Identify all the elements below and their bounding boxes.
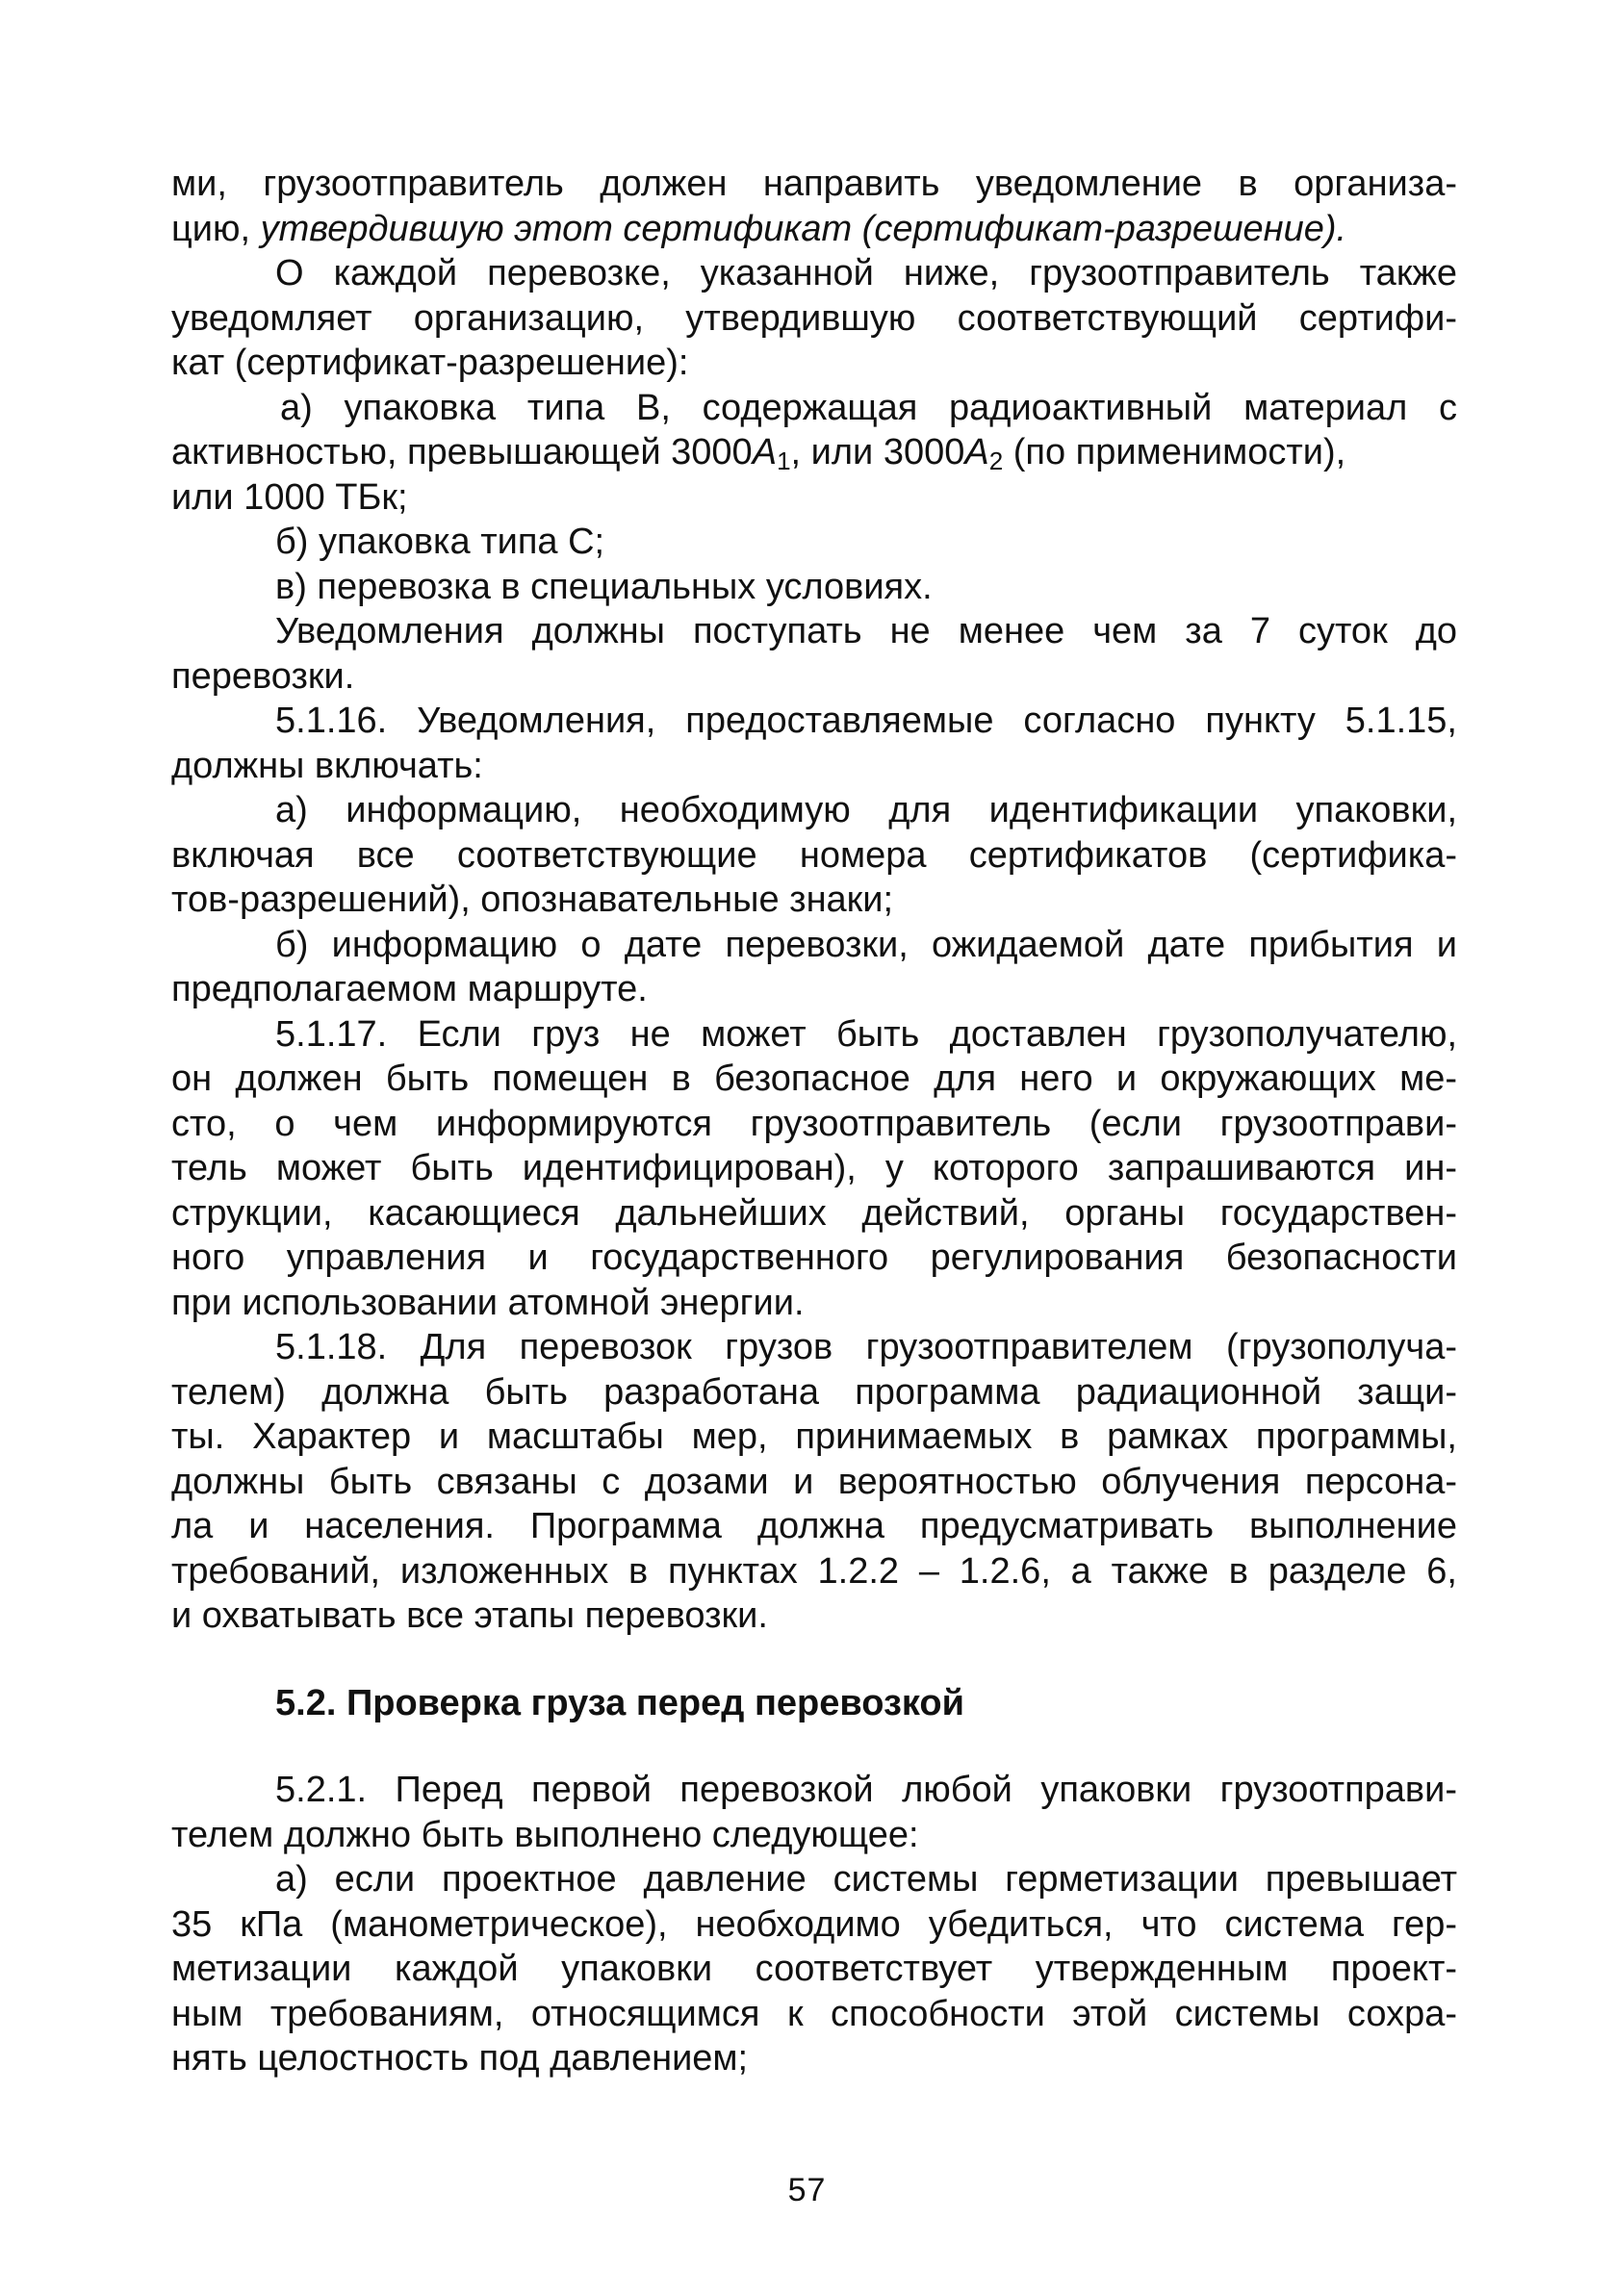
text-line: ла и населения. Программа должна предусматривать выполнение (171, 1506, 1457, 1546)
text-line: ты. Характер и масштабы мер, принимаемых в рамках программы, (171, 1416, 1457, 1457)
text-line: 5.1.18. Для перевозок грузов грузоотправителем (грузополуча- (275, 1327, 1457, 1367)
text-line: Уведомления должны поступать не менее чем за 7 суток до (275, 611, 1457, 651)
text-line: сто, о чем информируются грузоотправитель (если грузоотправи- (171, 1103, 1457, 1144)
text-line: телем) должна быть разработана программа радиационной защи- (171, 1371, 1457, 1413)
text-fragment: (по применимости), (1003, 432, 1346, 472)
text-line: или 1000 ТБк; (171, 476, 408, 518)
text-line: а) если проектное давление системы герметизации превышает (275, 1859, 1457, 1900)
text-line: О каждой перевозке, указанной ниже, грузоотправитель также (275, 253, 1457, 293)
formula-subscript: 2 (988, 446, 1004, 475)
document-page (171, 162, 1457, 2081)
text-line: должны включать: (171, 745, 483, 786)
text-line: нять целостность под давлением; (171, 2038, 749, 2079)
formula-symbol: A (752, 432, 778, 472)
text-line: уведомляет организацию, утвердившую соответствующий сертифи- (171, 297, 1457, 339)
text-line: ным требованиям, относящимся к способности этой системы сохра- (171, 1993, 1457, 2034)
formula-symbol: A (964, 432, 989, 472)
spacer (171, 1725, 1457, 1768)
text-line: а) упаковка типа В, содержащая радиоактивный материал с (280, 387, 1457, 428)
text-line: включая все соответствующие номера сертификатов (сертифика- (171, 834, 1457, 876)
text-line: 5.2.1. Перед первой перевозкой любой упаковки грузоотправи- (275, 1770, 1457, 1810)
text-line: метизации каждой упаковки соответствует утвержденным проект- (171, 1949, 1457, 1989)
section-heading: 5.2. Проверка груза перед перевозкой (275, 1682, 964, 1723)
text-line: предполагаемом маршруте. (171, 969, 648, 1009)
text-line (171, 430, 1457, 475)
text-fragment: активностью, превышающей 3000 (171, 432, 753, 472)
page-number: 57 (787, 2172, 827, 2208)
text-line: 5.1.17. Если груз не может быть доставлен грузополучателю, (275, 1013, 1457, 1055)
text-line: перевозки. (171, 655, 355, 697)
text-line: 35 кПа (манометрическое), необходимо убедиться, что система гер- (171, 1903, 1457, 1945)
text-line: он должен быть помещен в безопасное для него и окружающих ме- (171, 1059, 1457, 1099)
text-line: телем должно быть выполнено следующее: (171, 1814, 919, 1855)
text-line: кат (сертификат-разрешение): (171, 343, 689, 383)
text-line: тель может быть идентифицирован), у которого запрашиваются ин- (171, 1148, 1457, 1188)
text-fragment: , или 3000 (790, 432, 965, 472)
text-line: ного управления и государственного регулирования безопасности (171, 1237, 1457, 1278)
text-line: 5.1.16. Уведомления, предоставляемые согласно пункту 5.1.15, (275, 701, 1457, 741)
formula-subscript: 1 (777, 446, 791, 475)
text-line (171, 207, 1457, 252)
text-line: требований, изложенных в пунктах 1.2.2 – 1.2.6, а также в разделе 6, (171, 1550, 1457, 1592)
text-line: б) информацию о дате перевозки, ожидаемой дате прибытия и (275, 924, 1457, 965)
text-line: струкции, касающиеся дальнейших действий, органы государствен- (171, 1192, 1457, 1234)
italic-fragment: утвердившую этот сертификат (сертификат-разрешение). (260, 208, 1347, 249)
text-line: ми, грузоотправитель должен направить уведомление в организа- (171, 164, 1457, 204)
text-line: и охватывать все этапы перевозки. (171, 1595, 768, 1636)
text-line: должны быть связаны с дозами и вероятностью облучения персона- (171, 1461, 1457, 1502)
text-line: в) перевозка в специальных условиях. (275, 566, 933, 607)
text-fragment: цию, (171, 208, 261, 249)
spacer (171, 1639, 1457, 1681)
text-line: а) информацию, необходимую для идентификации упаковки, (275, 790, 1457, 830)
text-line: тов-разрешений), опознавательные знаки; (171, 880, 894, 920)
text-line: при использовании атомной энергии. (171, 1282, 805, 1323)
text-line: б) упаковка типа С; (275, 522, 605, 562)
